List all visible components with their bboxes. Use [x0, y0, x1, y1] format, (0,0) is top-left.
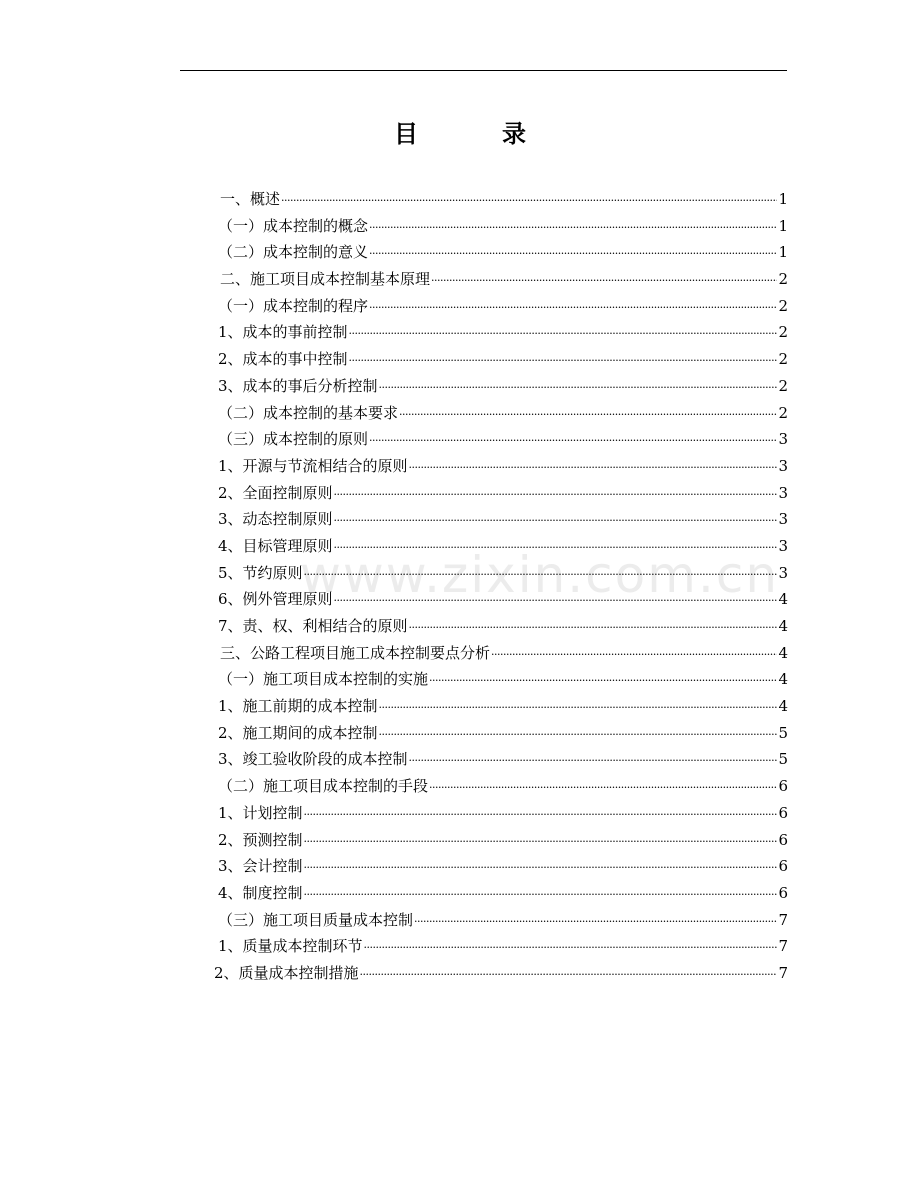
toc-entry-label: 2、预测控制 [218, 830, 303, 849]
toc-entry[interactable] [214, 853, 788, 880]
toc-entry-label: 5、节约原则 [218, 563, 303, 582]
toc-dot-leader [429, 775, 777, 802]
toc-dot-leader [379, 375, 778, 402]
toc-entry[interactable] [214, 239, 788, 266]
toc-entry[interactable] [214, 613, 788, 640]
toc-dot-leader [409, 615, 778, 642]
toc-dot-leader [431, 268, 777, 295]
toc-entry-page-number: 3 [778, 430, 788, 449]
toc-entry-page-number: 6 [778, 857, 788, 876]
toc-entry[interactable] [214, 907, 788, 934]
toc-entry-label: 2、全面控制原则 [218, 483, 333, 502]
toc-entry-page-number: 6 [778, 777, 788, 796]
toc-entry[interactable] [214, 933, 788, 960]
toc-entry[interactable] [214, 186, 788, 213]
toc-entry-page-number: 3 [778, 536, 788, 555]
watermark: www.zixin.com.cn [300, 546, 780, 604]
toc-entry-label: 2、质量成本控制措施 [214, 963, 359, 982]
toc-entry-page-number: 7 [778, 937, 788, 956]
toc-entry[interactable] [214, 293, 788, 320]
toc-entry-label: 二、施工项目成本控制基本原理 [220, 270, 431, 289]
toc-entry[interactable] [214, 346, 788, 373]
toc-entry-label: 2、成本的事中控制 [218, 350, 348, 369]
toc-entry-label: 2、施工期间的成本控制 [218, 723, 378, 742]
toc-entry-page-number: 6 [778, 883, 788, 902]
toc-entry[interactable] [214, 533, 788, 560]
toc-entry[interactable] [214, 400, 788, 427]
toc-dot-leader [360, 962, 778, 989]
toc-entry[interactable] [214, 746, 788, 773]
toc-entry[interactable] [214, 880, 788, 907]
toc-entry-label: 3、竣工验收阶段的成本控制 [218, 750, 408, 769]
toc-entry-page-number: 5 [778, 750, 788, 769]
toc-entry-label: 3、成本的事后分析控制 [218, 376, 378, 395]
toc-entry-label: （一）成本控制的程序 [218, 296, 369, 315]
toc-dot-leader [304, 855, 778, 882]
toc-entry[interactable] [214, 800, 788, 827]
toc-entry-page-number: 3 [778, 563, 788, 582]
toc-entry[interactable] [214, 426, 788, 453]
toc-entry[interactable] [214, 720, 788, 747]
toc-entry[interactable] [214, 373, 788, 400]
toc-entry-label: （三）成本控制的原则 [218, 430, 369, 449]
toc-dot-leader [399, 402, 777, 429]
toc-entry-label: （二）成本控制的意义 [218, 243, 369, 262]
header-rule [180, 70, 787, 71]
toc-entry[interactable] [214, 827, 788, 854]
toc-entry[interactable] [214, 960, 788, 987]
toc-dot-leader [304, 802, 778, 829]
toc-entry-page-number: 1 [778, 216, 788, 235]
toc-dot-leader [369, 215, 777, 242]
toc-dot-leader [379, 695, 778, 722]
toc-entry-page-number: 7 [778, 963, 788, 982]
toc-entry-page-number: 2 [778, 376, 788, 395]
toc-dot-leader [409, 748, 778, 775]
toc-entry[interactable] [214, 506, 788, 533]
toc-dot-leader [304, 562, 778, 589]
toc-entry-label: 4、制度控制 [218, 883, 303, 902]
toc-entry-page-number: 3 [778, 510, 788, 529]
toc-entry-page-number: 2 [778, 403, 788, 422]
toc-entry-page-number: 2 [778, 296, 788, 315]
toc-dot-leader [414, 909, 777, 936]
toc-dot-leader [429, 668, 777, 695]
toc-entry[interactable] [214, 773, 788, 800]
toc-dot-leader [409, 455, 778, 482]
toc-dot-leader [379, 722, 778, 749]
toc-entry-label: （一）施工项目成本控制的实施 [218, 670, 429, 689]
toc-dot-leader [364, 935, 778, 962]
toc-entry[interactable] [214, 480, 788, 507]
toc-entry-label: （三）施工项目质量成本控制 [218, 910, 414, 929]
toc-dot-leader [304, 829, 778, 856]
toc-entry-label: 1、质量成本控制环节 [218, 937, 363, 956]
page-title: 目 录 [394, 119, 556, 148]
toc-entry-page-number: 4 [778, 617, 788, 635]
toc-entry-label: 1、开源与节流相结合的原则 [218, 456, 408, 475]
toc-entry-label: 3、会计控制 [218, 857, 303, 876]
toc-entry-page-number: 2 [778, 270, 788, 289]
toc-entry-page-number: 3 [778, 456, 788, 475]
toc-entry-label: 4、目标管理原则 [218, 536, 333, 555]
toc-entry-label: 6、例外管理原则 [218, 590, 333, 609]
toc-entry-page-number: 4 [778, 590, 788, 609]
toc-dot-leader [334, 508, 778, 535]
toc-entry-label: 7、责、权、利相结合的原则 [218, 617, 408, 635]
toc-entry-page-number: 3 [778, 483, 788, 502]
toc-entry[interactable] [214, 586, 788, 613]
toc-entry[interactable] [214, 666, 788, 693]
toc-entry[interactable] [214, 560, 788, 587]
toc-dot-leader [334, 588, 778, 615]
toc-dot-leader [369, 428, 777, 455]
toc-entry[interactable] [214, 213, 788, 240]
toc-entry-label: 1、施工前期的成本控制 [218, 697, 378, 716]
toc-entry-label: 一、概述 [220, 190, 281, 208]
toc-entry-label: 3、动态控制原则 [218, 510, 333, 529]
toc-entry-page-number: 2 [778, 350, 788, 369]
toc-entry[interactable] [214, 693, 788, 720]
toc-dot-leader [281, 188, 777, 215]
toc-dot-leader [491, 642, 777, 669]
toc-entry-label: 1、成本的事前控制 [218, 323, 348, 342]
toc-entry-page-number: 7 [778, 910, 788, 929]
toc-dot-leader [369, 295, 777, 322]
toc-dot-leader [369, 241, 777, 268]
toc-entry[interactable] [214, 453, 788, 480]
toc-entry-label: （二）成本控制的基本要求 [218, 403, 399, 422]
toc-entry-label: 1、计划控制 [218, 803, 303, 822]
toc-dot-leader [349, 348, 778, 375]
toc-dot-leader [334, 482, 778, 509]
toc-entry-label: （一）成本控制的概念 [218, 216, 369, 235]
toc-entry-label: （二）施工项目成本控制的手段 [218, 777, 429, 796]
toc-entry[interactable] [214, 266, 788, 293]
table-of-contents [214, 186, 788, 987]
toc-dot-leader [349, 321, 778, 348]
toc-entry-page-number: 4 [778, 643, 788, 662]
toc-entry-label: 三、公路工程项目施工成本控制要点分析 [220, 643, 491, 662]
toc-dot-leader [334, 535, 778, 562]
toc-entry[interactable] [214, 319, 788, 346]
toc-entry-page-number: 6 [778, 830, 788, 849]
toc-entry-page-number: 6 [778, 803, 788, 822]
toc-entry-page-number: 1 [778, 243, 788, 262]
toc-entry-page-number: 2 [778, 323, 788, 342]
toc-entry-page-number: 4 [778, 670, 788, 689]
toc-entry-page-number: 1 [778, 190, 788, 208]
toc-entry[interactable] [214, 640, 788, 667]
toc-dot-leader [304, 882, 778, 909]
toc-entry-page-number: 4 [778, 697, 788, 716]
toc-entry-page-number: 5 [778, 723, 788, 742]
